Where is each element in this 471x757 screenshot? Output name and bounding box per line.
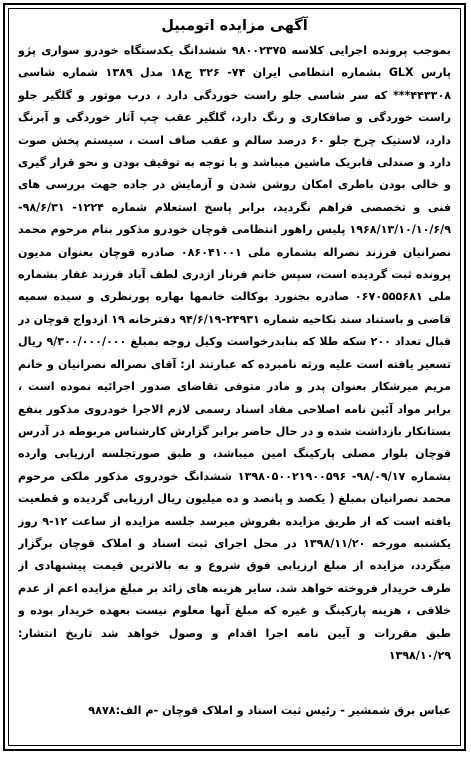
notice-body: بموجب پرونده اجرایی کلاسه ۹۸۰۰۲۳۷۵ ششدانگ یکدستگاه خودرو سواری پژو پارس GLX بشماره انتظامی ایران ۷۴- ۳۲۶ ج۱۸ مدل ۱۳۸۹ شماره شاسی ۴۴۳۳۰۸*** که سر شاسی جلو راست خوردگی دارد ، درب موتور و گلگیر جلو راست خوردگی و صافکاری و رنگ دارد، گلگیر عقب چپ آثار خوردگی و آبرنگ دارد، لاستیک چرخ جلو ۶۰ درصد سالم و عقب صاف است ، سیستم پخش صوت دارد و صندلی فابریک ماشین میباشد و با توجه به توقیف بودن و نحو قرار گیری و خالی بودن باطری امکان روشن شدن و آزمایش در جاده جهت بررسی های فنی و تخصصی فراهم نگردید، برابر پاسخ استعلام شماره ۱۲۲۴- ۹۸/۶/۳۱- ۱۹۶۸/۱۳/۱۰/۱۰/۶/۹ پلیس راهور انتظامی قوچان خودرو مذکور بنام مرحوم محمد نصرانیان فرزند نصراله بشماره ملی ۰۸۶۰۴۱۰۰۱ صادره قوچان بعنوان مدیون پرونده ثبت گردیده است، سپس خانم فرناز ازدری لطف آباد فرزند غفار بشماره ملی ۰۶۷۰۵۵۵۶۸۱ صادره بجنورد بوکالت خانمها بهاره پورنظری و سیده سمیه قاضی و باستناد سند نکاحیه شماره ۲۴۹۳۱-۹۴/۶/۱۹ دفترخانه ۱۹ ازدواج قوچان در قبال تعداد ۲۰۰ سکه طلا که بنابدرخواست وکیل زوجه بمبلغ ۹/۳۰۰/۰۰۰/۰۰۰ ریال تسعیر یافته است علیه ورثه نامبرده که عبارتند از: آقای نصراله نصرانیان و خانم مریم میرشکار بعنوان پدر و مادر متوفی تقاضای صدور اجرائیه نموده است ، برابر مواد آئین نامه اصلاحی مفاد اسناد رسمی لازم الاجرا خودروی مذکور بنفع بستانکار بازداشت شده و در حال حاضر برابر گزارش کارشناس مربوطه در آدرس قوچان بلوار مصلی پارکینگ امین میباشد، و طبق صورتجلسه ارزیابی وارده بشماره ۹۸/۰۹/۱۷- ۱۳۹۸۰۵۰۰۲۱۹۰۰۵۹۶ ششدانگ خودروی مذکور ملکی مرحوم محمد نصرانیان بمبلغ ( یکصد و پانصد و ده میلیون ریال ارزیابی گردیده و قطعیت یافته است که از طریق مزایده بفروش میرسد جلسه مزایده از ساعت ۱۲-۹ روز یکشنبه مورخه ۱۳۹۸/۱۱/۲۰ در محل اجرای ثبت اسناد و املاک قوچان برگزار میگردد، مزایده از مبلغ ارزیابی فوق شروع و به بالاترین قیمت پیشنهادی از طرف خریدار فروخته خواهد شد. سایر هزینه های زائد بر مبلغ مزایده اعم از عدم خلافی ، هزینه پارکینگ و غیره که مبلغ آنها معلوم نیست بعهده خریدار بوده و طبق مقررات و آیین نامه اجرا اقدام و وصول خواهد شد تاریخ انتشار: ۱۳۹۸/۱۰/۲۹ <box>18 44 451 662</box>
notice-inner-frame <box>8 8 461 746</box>
notice-signature: عباس برق شمشیر - رئیس ثبت اسناد و املاک قوچان -م الف:۹۸۷۸ <box>88 704 451 717</box>
notice-title: آگهی مزایده اتومبیل <box>161 18 308 34</box>
auction-notice <box>3 3 466 751</box>
